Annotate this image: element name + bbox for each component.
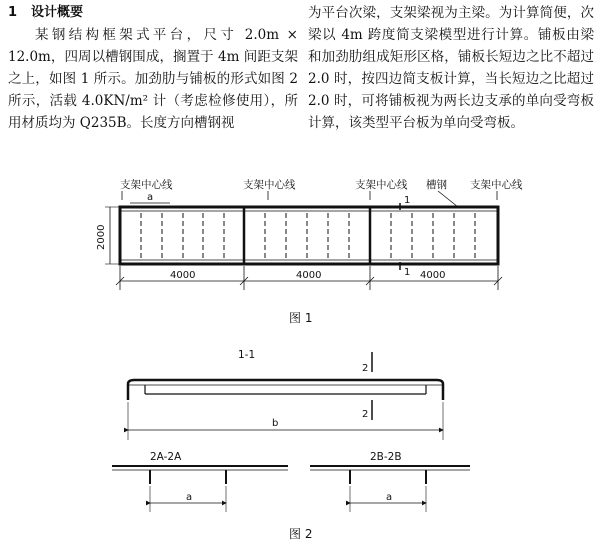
support-centerline-label-3: 支架中心线 — [355, 179, 408, 191]
detail-2b-spacing-label: a — [386, 492, 393, 503]
support-centerline-label-2: 支架中心线 — [243, 179, 296, 191]
cut-mark-2-label-bottom: 2 — [362, 409, 369, 420]
span-dimension-1: 4000 — [170, 270, 196, 281]
cut-mark-2-label-top: 2 — [362, 363, 369, 374]
section-1-1-title: 1-1 — [238, 349, 256, 361]
channel-steel-label: 槽钢 — [426, 179, 447, 191]
section-number: 1 — [8, 5, 18, 20]
body-paragraph-right: 为平台次梁，支架梁视为主梁。为计算简便，次梁以 4m 跨度简支梁模型进行计算。铺板由梁和加劲肋组成矩形区格，铺板长短边之比不超过 2.0 时，按四边简支板计算，当长短边之比超过 2.0 时，可将铺板视为两长边支承的单向受弯板计算，该类型平台板为单向受弯板。 — [308, 5, 594, 131]
platform-plan-outline — [120, 207, 498, 264]
width-b-label: b — [272, 418, 279, 429]
section-mark-label-bottom: 1 — [404, 267, 411, 278]
detail-2a-title: 2A-2A — [150, 451, 182, 463]
leader-line — [438, 191, 458, 207]
span-dimension-2: 4000 — [296, 270, 322, 281]
support-centerline-label-4: 支架中心线 — [470, 179, 523, 191]
figure-2 — [112, 349, 470, 541]
body-paragraph-left: 某钢结构框架式平台，尺寸 2.0m × 12.0m，四周以槽钢围成，搁置于 4m 间距支架之上，如图 1 所示。加劲肋与铺板的形式如图 2 所示，活载 4.0KN/m² 计（考虑检修使用），所用材质均为 Q235B。长度方向槽钢视 — [8, 27, 298, 131]
figure-1-caption: 图 1 — [289, 311, 313, 325]
section-1-1-plate — [128, 380, 443, 400]
figure-1 — [96, 178, 523, 325]
detail-2b-title: 2B-2B — [370, 451, 402, 463]
figure-2-caption: 图 2 — [289, 527, 313, 541]
span-dimension-3: 4000 — [420, 270, 446, 281]
stiffener-lines — [141, 213, 475, 258]
detail-2a-spacing-label: a — [186, 492, 193, 503]
section-title: 设计概要 — [31, 5, 84, 20]
section-mark-label-top: 1 — [404, 195, 411, 206]
spacing-a-label: a — [147, 192, 154, 203]
support-centerline-label-1: 支架中心线 — [120, 179, 173, 191]
height-dimension-label: 2000 — [96, 224, 107, 250]
